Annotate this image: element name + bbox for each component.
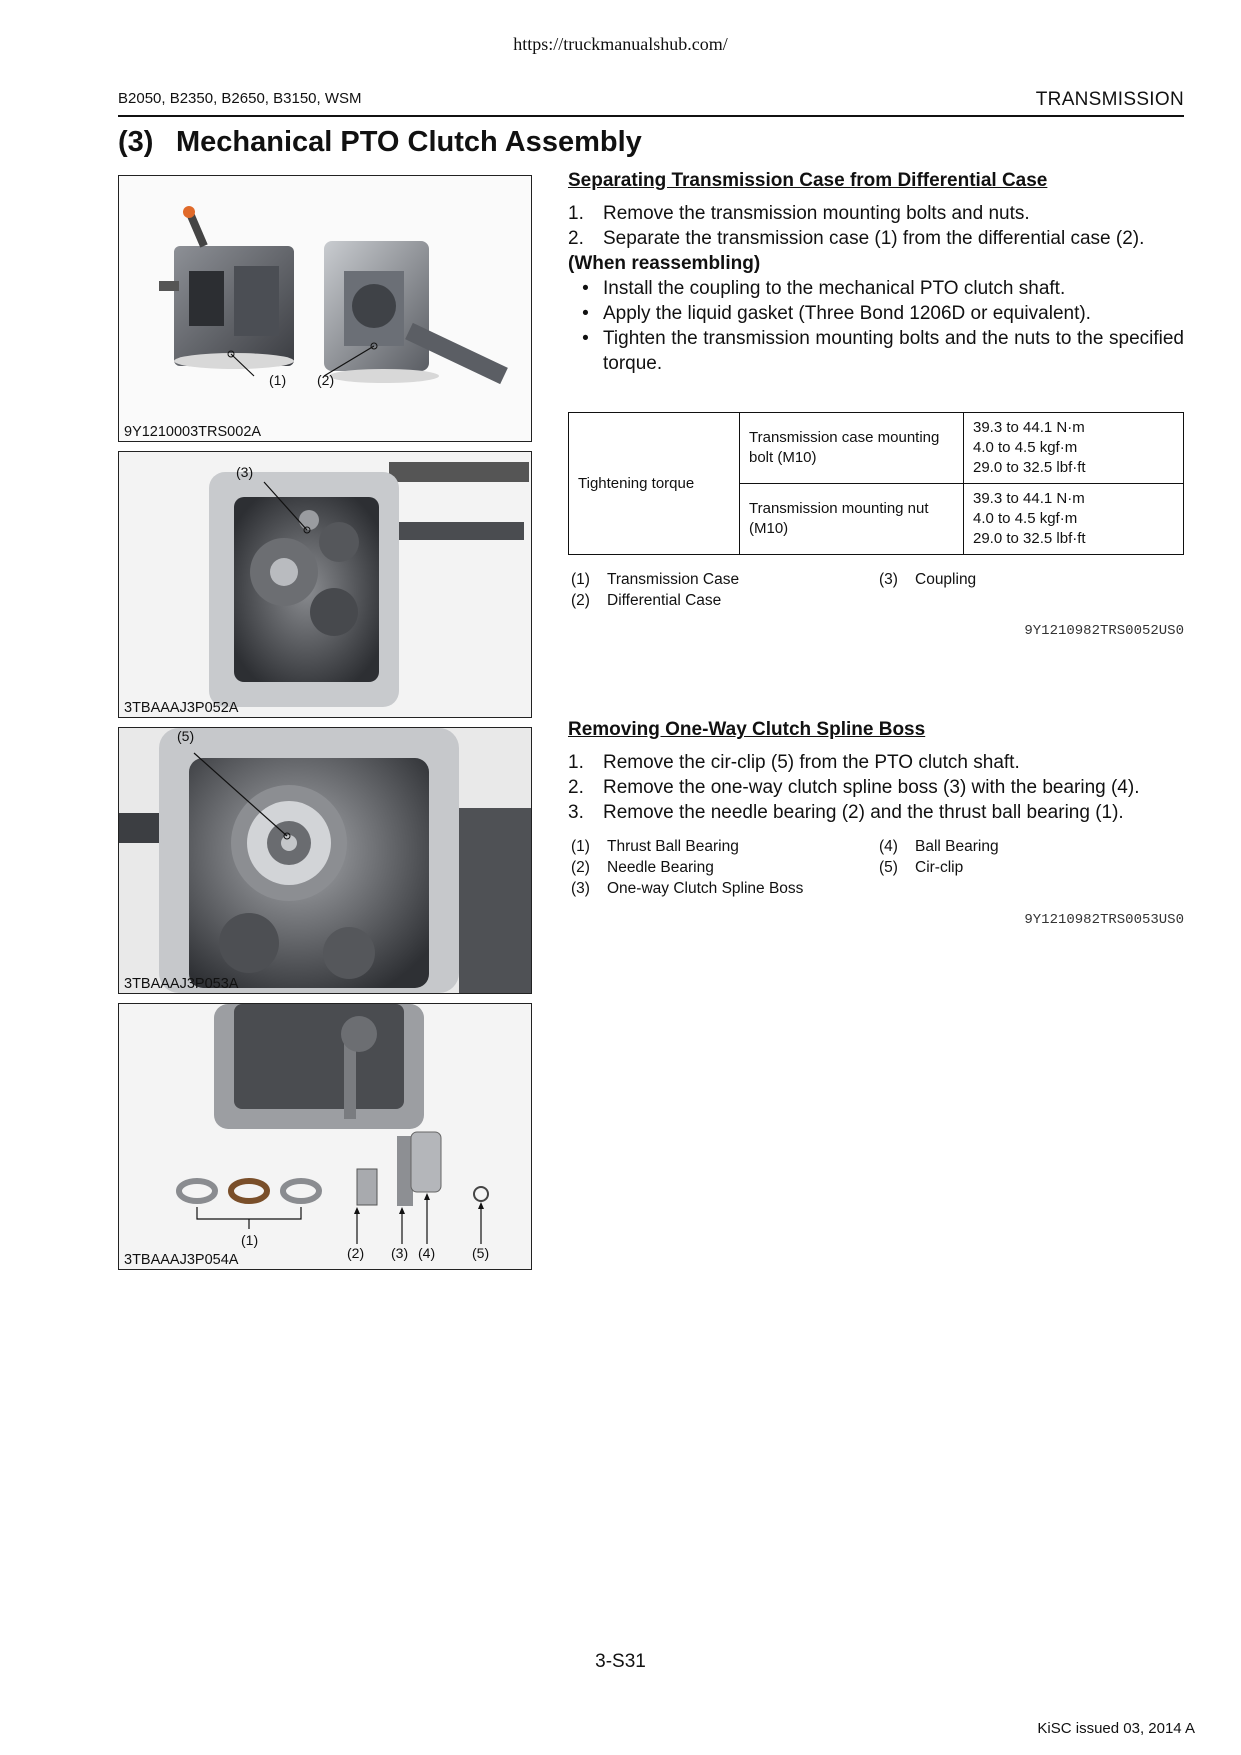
torque-value: 39.3 to 44.1 N·m [973, 419, 1085, 436]
bullet-item [568, 301, 1184, 326]
torque-values [964, 484, 1184, 555]
bullet-item [568, 326, 1184, 376]
step-number: 2. [568, 777, 584, 798]
manual-models: B2050, B2350, B2650, B3150, WSM [118, 90, 362, 107]
step-item [568, 800, 1184, 825]
figure-caption: 3TBAAAJ3P052A [124, 700, 239, 716]
step-number: 3. [568, 802, 584, 823]
photo-cir-clip [119, 728, 531, 993]
legend-number: (1) [571, 571, 590, 588]
reassembling-heading: (When reassembling) [568, 253, 761, 274]
section1-steps [568, 201, 1184, 376]
section-name: TRANSMISSION [1035, 89, 1184, 110]
header-rule [118, 115, 1184, 117]
legend-label: Cir-clip [915, 859, 964, 876]
section-title-removing-spline-boss: Removing One-Way Clutch Spline Boss [568, 719, 926, 740]
bullet-text: Install the coupling to the mechanical PTO clutch shaft. [603, 278, 1066, 299]
section1-legend [568, 571, 1184, 613]
legend-item [568, 571, 876, 592]
section2-legend [568, 838, 1184, 901]
step-text: Remove the one-way clutch spline boss (3) with the bearing (4). [603, 777, 1140, 798]
bullet-text: Apply the liquid gasket (Three Bond 1206D or equivalent). [603, 303, 1091, 324]
legend-number: (3) [571, 880, 590, 897]
callout-5: (5) [177, 728, 195, 744]
callout-3: (3) [391, 1245, 409, 1261]
legend-label: Needle Bearing [607, 859, 714, 876]
step-item [568, 201, 1184, 226]
step-number: 1. [568, 752, 584, 773]
legend-number: (3) [879, 571, 898, 588]
title-text: Mechanical PTO Clutch Assembly [176, 126, 642, 158]
bullet-item [568, 276, 1184, 301]
section-title-separating: Separating Transmission Case from Differential Case [568, 170, 1048, 191]
legend-number: (5) [879, 859, 898, 876]
torque-value: 39.3 to 44.1 N·m [973, 490, 1085, 507]
callout-3: (3) [236, 464, 254, 480]
legend-number: (1) [571, 838, 590, 855]
legend-label: Transmission Case [607, 571, 740, 588]
step-item [568, 226, 1184, 251]
step-text: Separate the transmission case (1) from the differential case (2). [603, 228, 1145, 249]
section2-steps [568, 750, 1184, 825]
step-number: 1. [568, 203, 584, 224]
doc-code: 9Y1210982TRS0053US0 [1024, 912, 1184, 928]
legend-number: (4) [879, 838, 898, 855]
legend-label: Differential Case [607, 592, 722, 609]
figure-coupling [118, 451, 532, 718]
bullet-dot: • [582, 278, 589, 299]
callout-1: (1) [269, 372, 287, 388]
legend-item [876, 838, 1184, 859]
step-item [568, 775, 1184, 800]
callout-5: (5) [472, 1245, 490, 1261]
torque-item: Transmission case mounting bolt (M10) [740, 413, 964, 484]
legend-label: Thrust Ball Bearing [607, 838, 739, 855]
bullet-text: Tighten the transmission mounting bolts and the nuts to the specified torque. [603, 328, 1184, 374]
legend-item [876, 859, 1184, 880]
legend-label: One-way Clutch Spline Boss [607, 880, 804, 897]
step-text: Remove the needle bearing (2) and the thrust ball bearing (1). [603, 802, 1124, 823]
photo-transmission-cases [119, 176, 531, 441]
source-url: https://truckmanualshub.com/ [513, 34, 728, 54]
legend-label: Ball Bearing [915, 838, 999, 855]
callout-4: (4) [418, 1245, 436, 1261]
step-text: Remove the transmission mounting bolts and nuts. [603, 203, 1030, 224]
torque-label: Tightening torque [569, 413, 740, 555]
title-number: (3) [118, 126, 154, 158]
torque-item: Transmission mounting nut (M10) [740, 484, 964, 555]
legend-item [568, 838, 876, 859]
legend-item [568, 859, 876, 880]
legend-item [568, 880, 876, 901]
callout-1: (1) [241, 1232, 259, 1248]
table-row [569, 413, 1184, 484]
torque-value: 29.0 to 32.5 lbf·ft [973, 530, 1086, 547]
figure-caption: 3TBAAAJ3P053A [124, 976, 239, 992]
figure-removed-parts [118, 1003, 532, 1270]
torque-value: 4.0 to 4.5 kgf·m [973, 439, 1078, 456]
photo-removed-parts [119, 1004, 531, 1269]
callout-2: (2) [317, 372, 335, 388]
doc-code: 9Y1210982TRS0052US0 [1024, 623, 1184, 639]
torque-values [964, 413, 1184, 484]
step-text: Remove the cir-clip (5) from the PTO clutch shaft. [603, 752, 1020, 773]
torque-value: 29.0 to 32.5 lbf·ft [973, 459, 1086, 476]
legend-label: Coupling [915, 571, 977, 588]
figure-transmission-and-differential [118, 175, 532, 442]
torque-value: 4.0 to 4.5 kgf·m [973, 510, 1078, 527]
figure-caption: 3TBAAAJ3P054A [124, 1252, 239, 1268]
torque-table [568, 412, 1184, 555]
legend-number: (2) [571, 859, 590, 876]
bullet-dot: • [582, 328, 589, 349]
figure-caption: 9Y1210003TRS002A [124, 424, 262, 440]
legend-item [876, 571, 1184, 592]
bullet-dot: • [582, 303, 589, 324]
page-number: 3-S31 [595, 1651, 646, 1672]
step-number: 2. [568, 228, 584, 249]
figure-cir-clip [118, 727, 532, 994]
issue-info: KiSC issued 03, 2014 A [1037, 1720, 1195, 1737]
step-item [568, 750, 1184, 775]
legend-item [568, 592, 876, 613]
photo-coupling [119, 452, 531, 717]
callout-2: (2) [347, 1245, 365, 1261]
legend-number: (2) [571, 592, 590, 609]
page-title [118, 126, 642, 159]
